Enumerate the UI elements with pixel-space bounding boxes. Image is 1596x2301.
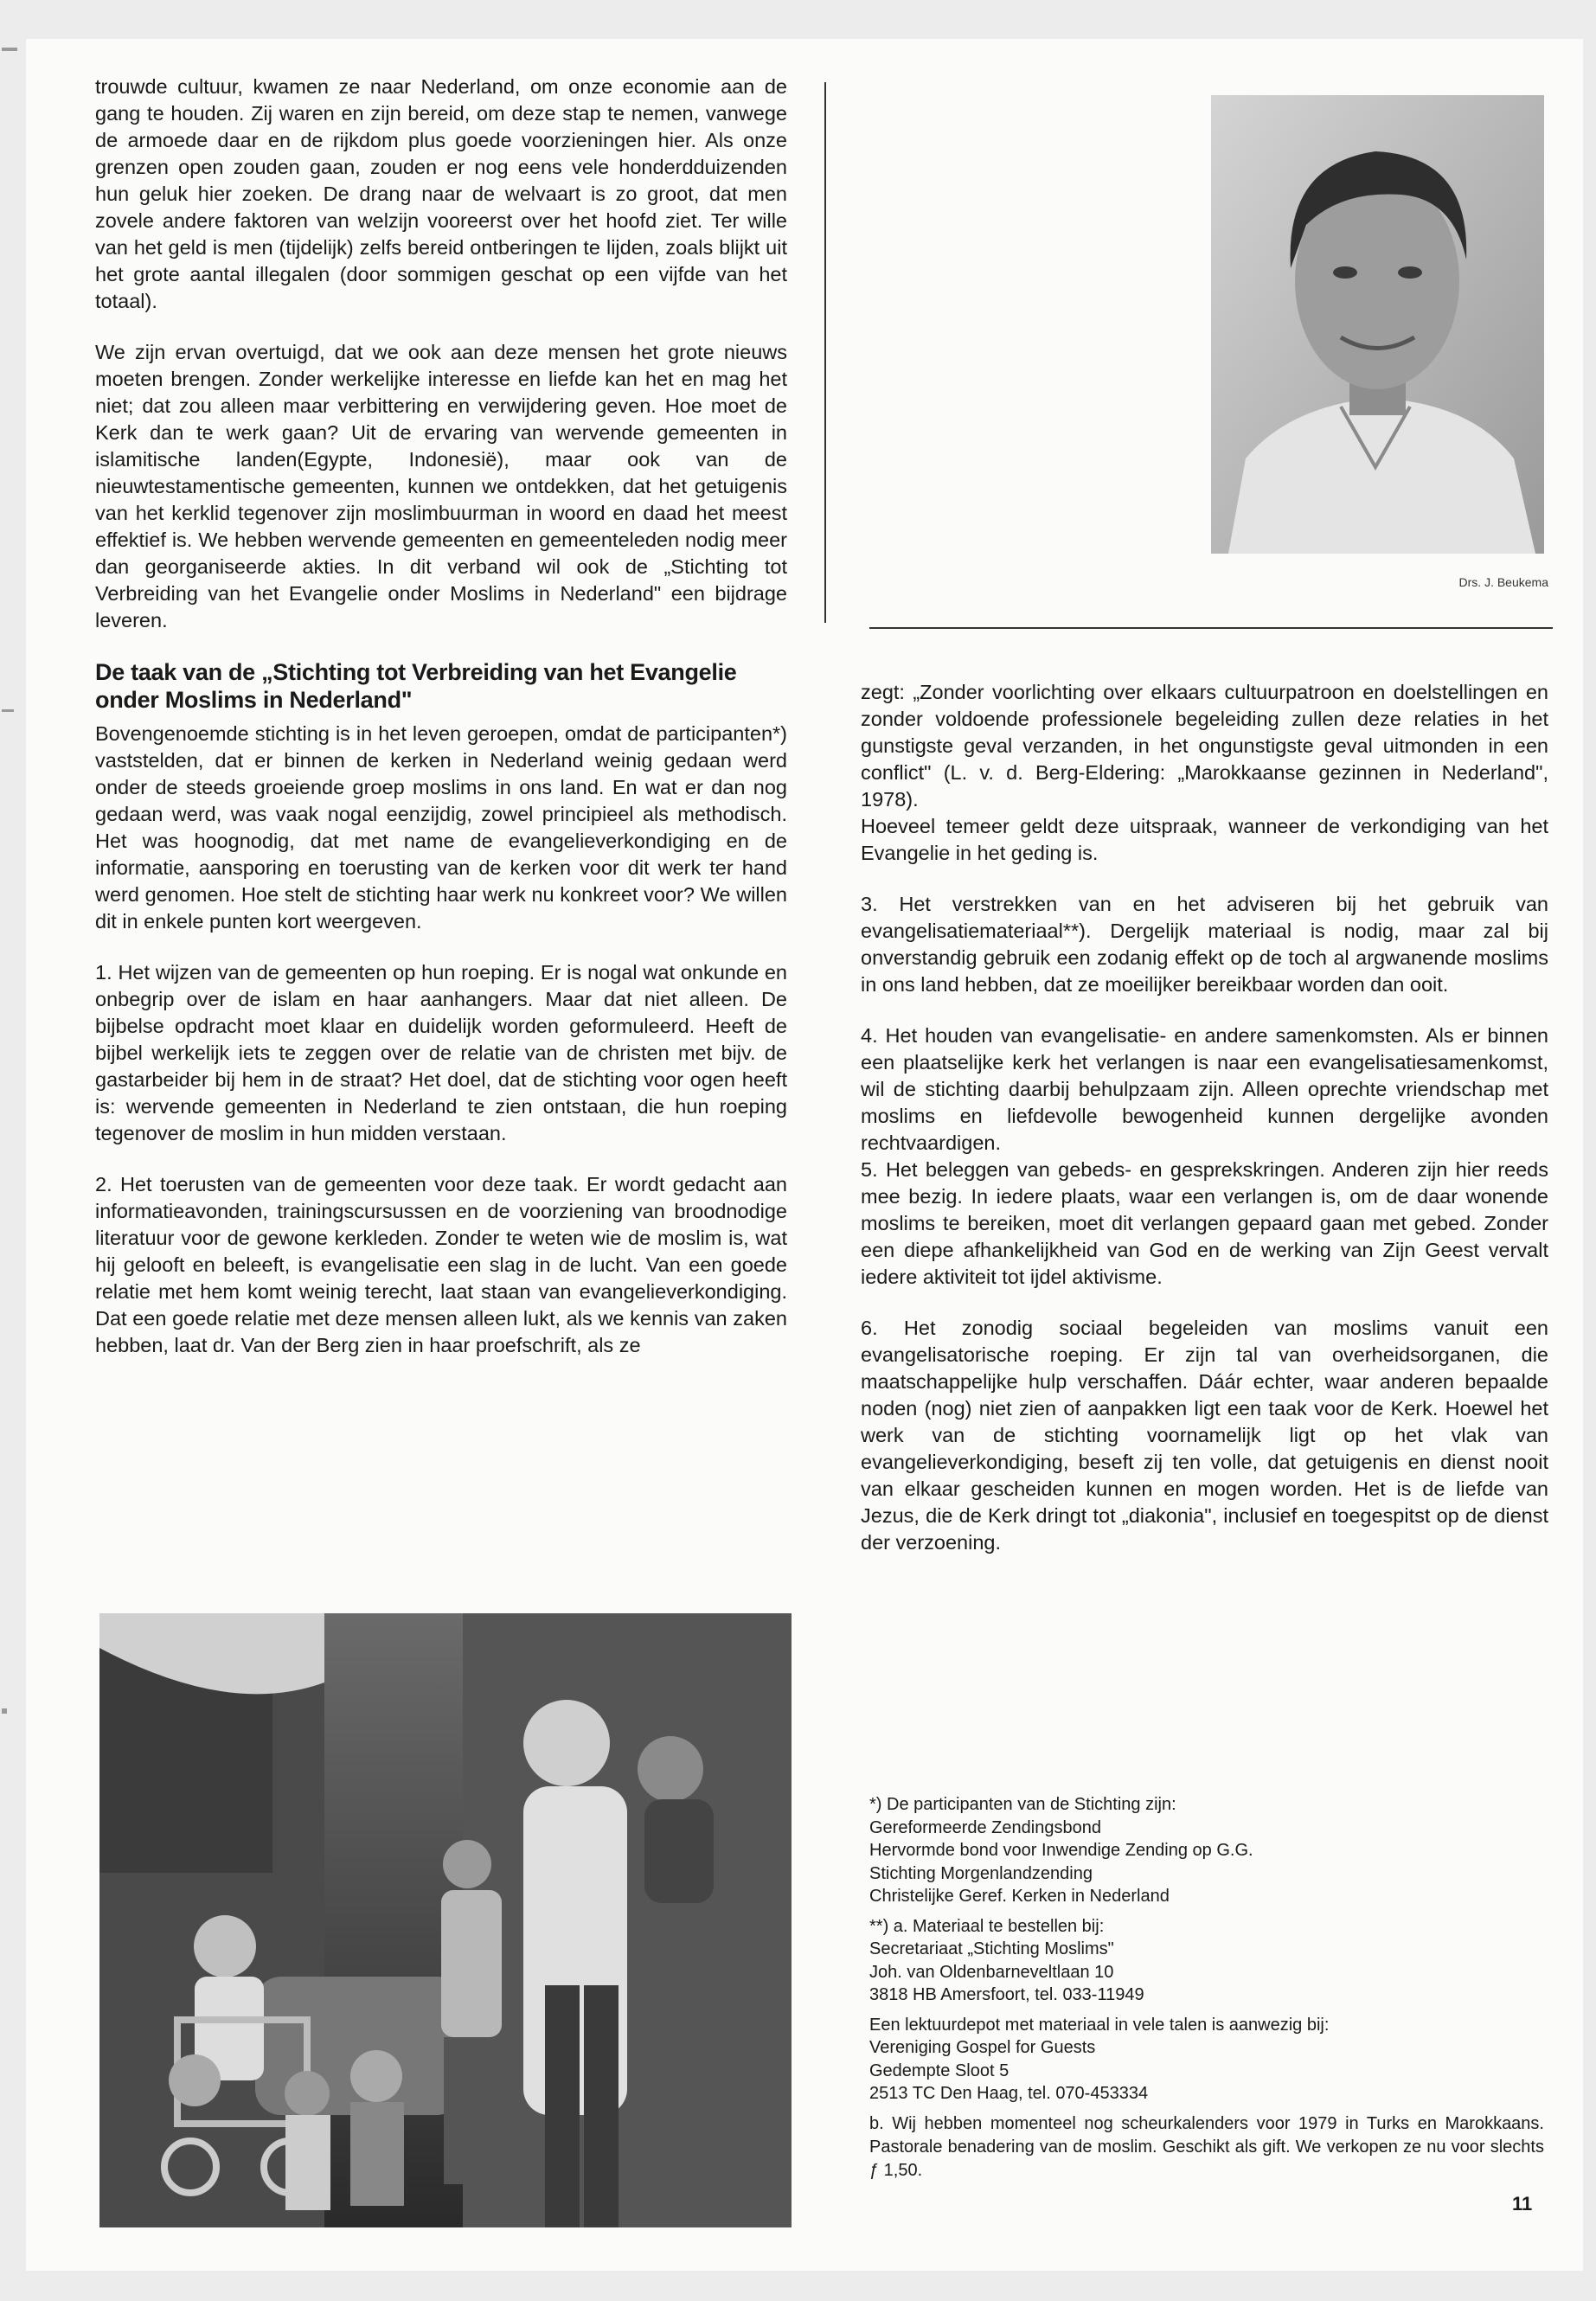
page-number: 11 <box>1512 2193 1533 2214</box>
paragraph-foundation: Bovengenoemde stichting is in het leven geroepen, omdat de participanten*) vaststelden, dat er binnen de kerken in Nederland weinig gedaan werd onder de steeds groeiende groep moslims in ons land. En wat er dan nog gedaan werd, was vaak nogal eenzijdig, zowel principieel als methodisch. Het was hoognodig, dat met name de evangelieverkondiging en de informatie, aansporing en toerusting van de kerken voor dit werk ter hand werd genomen. Hoe stelt de stichting haar werk nu konkreet voor? We willen dit in enkele punten kort weergeven. <box>95 722 787 933</box>
footnotes <box>869 1793 1544 2182</box>
paragraph-conviction: We zijn ervan overtuigd, dat we ook aan deze mensen het grote nieuws moeten brengen. Zonder werkelijke interesse en liefde kan het en mag het niet; dat zou alleen maar verbittering en verwijdering geven. Hoe moet de Kerk dan te werk gaan? Uit de ervaring van wervende gemeenten in islamitische landen(Egypte, Indonesië), maar ook van de nieuwtestamentische gemeenten, kunnen we ontdekken, dat het getuigenis van het kerklid tegenover zijn moslimbuurman in woord en daad het meest effektief is. We hebben wervende gemeenten en gemeenteleden nodig meer dan georganiseerde akties. In dit verband wil ook de „Stichting tot Verbreiding van het Evangelie onder Moslims in Nederland" een bijdrage leveren. <box>95 341 787 631</box>
left-column <box>95 74 787 1383</box>
column-divider <box>824 82 826 623</box>
paragraph-point-2: 2. Het toerusten van de gemeenten voor deze taak. Er wordt gedacht aan informatieavonden, trainingscursussen en de voorziening van broodnodige literatuur voor de gewone kerkleden. Zonder te weten wie de moslim is, wat hij gelooft en beleeft, is evangelisatie een slag in de lucht. Van een goede relatie met hem komt weinig terecht, laat staan van evangelieverkondiging. Dat een goede relatie met deze mensen alleen lukt, als we kennis van zaken hebben, laat dr. Van der Berg zien in haar proefschrift, als ze <box>95 1173 787 1356</box>
paragraph-quote: zegt: „Zonder voorlichting over elkaars cultuurpatroon en doelstellingen en zonder voldoende professionele begeleiding zullen deze relaties in het gunstigste geval verzanden, in het ongunstigste geval uitmonden in een conflict" (L. v. d. Berg-Eldering: „Marokkaanse gezinnen in Nederland", 1978). <box>861 681 1548 811</box>
scan-edge-mark <box>2 1708 7 1714</box>
footnote-line: Gedempte Sloot 5 <box>869 2061 1010 2080</box>
footnote-line: Vereniging Gospel for Guests <box>869 2038 1096 2057</box>
footnote-line: Hervormde bond voor Inwendige Zending op G.G. <box>869 1841 1253 1860</box>
horizontal-rule <box>869 627 1553 629</box>
footnote-line: 3818 HB Amersfoort, tel. 033-11949 <box>869 1985 1144 2004</box>
footnote-participants <box>869 1793 1544 1908</box>
street-photo <box>99 1613 792 2227</box>
paragraph-point-4: 4. Het houden van evangelisatie- en andere samenkomsten. Als er binnen een plaatselijke kerk het verlangen is naar een evangelisatiesamenkomst, wil de stichting daarbij behulpzaam zijn. Alleen oprechte vriendschap met moslims en liefdevolle bewogenheid kunnen dergelijke avonden rechtvaardigen. <box>861 1024 1548 1154</box>
right-column <box>861 679 1548 1580</box>
scan-edge-mark <box>2 48 17 51</box>
footnote-line: Een lektuurdepot met materiaal in vele talen is aanwezig bij: <box>869 2015 1330 2035</box>
footnote-line: Gereformeerde Zendingsbond <box>869 1817 1101 1837</box>
footnote-order-material <box>869 1915 1544 2007</box>
footnote-line: Stichting Morgenlandzending <box>869 1863 1093 1883</box>
paragraph-point-5: 5. Het beleggen van gebeds- en gesprekskringen. Anderen zijn hier reeds mee bezig. In iedere plaats, waar een verlangen is, om de daar wonende moslims te bereiken, moet dit verlangen gepaard gaan met gebed. Zonder een diepe afhankelijkheid van God en de werking van Zijn Geest vervalt iedere aktiviteit tot ijdel aktivisme. <box>861 1158 1548 1288</box>
paragraph-point-3: 3. Het verstrekken van en het adviseren bij het gebruik van evangelisatiemateriaal**). Dergelijk materiaal is nodig, maar zal bij onverstandig gebruik een zodanig effekt op de toch al argwanende moslims in ons land hebben, dat ze moeilijker bereikbaar worden dan ooit. <box>861 893 1548 996</box>
footnote-line: **) a. Materiaal te bestellen bij: <box>869 1916 1105 1936</box>
paragraph-quote-followup: Hoeveel temeer geldt deze uitspraak, wanneer de verkondiging van het Evangelie in het geding is. <box>861 815 1548 864</box>
footnote-line: *) De participanten van de Stichting zijn: <box>869 1795 1176 1814</box>
portrait-caption: Drs. J. Beukema <box>1458 575 1548 589</box>
footnote-line: Christelijke Geref. Kerken in Nederland <box>869 1887 1170 1906</box>
paragraph-economy: trouwde cultuur, kwamen ze naar Nederland, om onze economie aan de gang te houden. Zij waren en zijn bereid, om deze stap te nemen, vanwege de armoede daar en de rijkdom plus goede voorzieningen hier. Als onze grenzen open zouden gaan, zouden er nog eens vele honderdduizenden hun geluk hier zoeken. De drang naar de welvaart is zo groot, dat men zovele andere faktoren van welzijn vooreerst over het hoofd ziet. Ter wille van het geld is men (tijdelijk) zelfs bereid ontberingen te lijden, zoals blijkt uit het grote aantal illegalen (door sommigen geschat op een vijfde van het totaal). <box>95 75 787 312</box>
paragraph-point-1: 1. Het wijzen van de gemeenten op hun roeping. Er is nogal wat onkunde en onbegrip over de islam en haar aanhangers. Maar dat niet alleen. De bijbelse opdracht moet klaar en duidelijk worden geformuleerd. Heeft de bijbel werkelijk iets te zeggen over de relatie van de christen met bijv. de gastarbeider bij hem in de straat? Het doel, dat de stichting voor ogen heeft is: wervende gemeenten in Nederland te zien ontstaan, die hun roeping tegenover de moslim in hun midden verstaan. <box>95 961 787 1144</box>
footnote-depot <box>869 2014 1544 2106</box>
section-heading: De taak van de „Stichting tot Verbreiding van het Evangelie onder Moslims in Nederland" <box>95 659 737 713</box>
footnote-line: Joh. van Oldenbarneveltlaan 10 <box>869 1962 1114 1982</box>
paragraph-point-6: 6. Het zonodig sociaal begeleiden van moslims vanuit een evangelisatorische roeping. Er zijn tal van overheidsorganen, die maatschappelijke hulp verschaffen. Dáár echter, waar anderen bepaalde noden (nog) niet zien of aanpakken ligt een taak voor de Kerk. Hoewel het werk van de stichting voornamelijk ligt op het vlak van evangelieverkondiging, beseft zij ten volle, dat getuigenis en dienst nooit van elkaar gescheiden kunnen en mogen worden. Het is de liefde van Jezus, die de Kerk dringt tot „diakonia", inclusief en toegespitst op de dienst der verzoening. <box>861 1317 1548 1554</box>
magazine-page <box>26 39 1583 2271</box>
footnote-line: 2513 TC Den Haag, tel. 070-453334 <box>869 2084 1149 2103</box>
footnote-line: Secretariaat „Stichting Moslims" <box>869 1939 1114 1958</box>
portrait-photo <box>1211 95 1544 554</box>
scan-edge-mark <box>2 709 14 712</box>
footnote-calendars: b. Wij hebben momenteel nog scheurkalenders voor 1979 in Turks en Marokkaans. Pastorale benadering van de moslim. Geschikt als gift. We verkopen ze nu voor slechts ƒ 1,50. <box>869 2113 1544 2180</box>
